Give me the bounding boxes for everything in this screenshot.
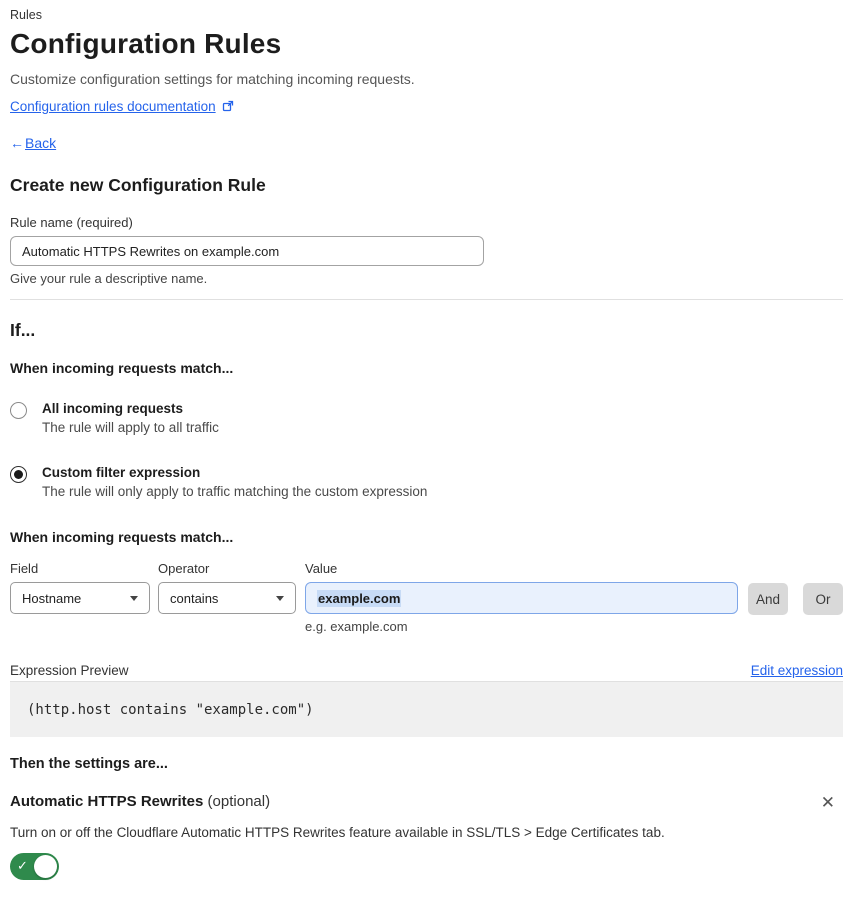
operator-select-value: contains — [170, 590, 219, 606]
or-button[interactable]: Or — [803, 583, 843, 615]
chevron-down-icon — [130, 596, 138, 601]
value-label: Value — [305, 561, 338, 576]
back-row — [10, 135, 843, 151]
close-icon[interactable]: ✕ — [815, 793, 841, 814]
value-input-text: example.com — [318, 590, 401, 606]
setting-title — [10, 793, 270, 810]
check-icon: ✓ — [17, 858, 28, 874]
expression-preview-row — [10, 663, 843, 678]
page-title: Configuration Rules — [10, 28, 282, 59]
radio-option-description: The rule will apply to all traffic — [42, 420, 219, 435]
edit-expression-link[interactable]: Edit expression — [750, 663, 843, 678]
operator-select[interactable] — [158, 582, 296, 614]
page-subtitle: Customize configuration settings for matching incoming requests. — [10, 71, 415, 87]
builder-heading: When incoming requests match... — [10, 529, 234, 545]
setting-name: Automatic HTTPS Rewrites — [10, 793, 204, 810]
toggle-knob — [34, 855, 57, 878]
create-rule-heading: Create new Configuration Rule — [10, 175, 266, 195]
setting-optional-tag: (optional) — [203, 793, 271, 810]
value-input[interactable] — [305, 582, 738, 614]
field-select[interactable] — [10, 582, 150, 614]
rule-name-label: Rule name (required) — [10, 215, 133, 230]
field-label: Field — [10, 561, 39, 576]
section-divider — [10, 299, 843, 300]
rule-name-input[interactable] — [10, 236, 484, 266]
radio-icon[interactable] — [10, 466, 27, 483]
external-link-icon — [222, 100, 234, 115]
field-select-value: Hostname — [22, 590, 82, 606]
rule-name-help: Give your rule a descriptive name. — [10, 271, 208, 286]
automatic-https-rewrites-toggle[interactable] — [10, 853, 59, 880]
back-arrow-icon: ← — [10, 135, 24, 151]
radio-option-custom-filter-expression[interactable] — [10, 465, 843, 499]
setting-card-header — [10, 793, 843, 814]
if-heading: If... — [10, 320, 36, 340]
radio-icon[interactable] — [10, 402, 27, 419]
radio-option-label: All incoming requests — [42, 401, 184, 416]
and-button[interactable]: And — [748, 583, 788, 615]
back-link[interactable]: Back — [25, 135, 57, 151]
match-heading: When incoming requests match... — [10, 360, 234, 376]
expression-text: (http.host contains "example.com") — [27, 701, 314, 718]
radio-option-label: Custom filter expression — [42, 465, 201, 480]
expression-preview-code — [10, 682, 843, 737]
configuration-rules-documentation-link[interactable]: Configuration rules documentation — [10, 99, 216, 114]
then-settings-heading: Then the settings are... — [10, 756, 168, 772]
radio-option-all-incoming-requests[interactable] — [10, 401, 843, 435]
radio-option-description: The rule will only apply to traffic matching the custom expression — [42, 484, 428, 499]
expression-builder-row — [10, 561, 843, 634]
setting-description: Turn on or off the Cloudflare Automatic HTTPS Rewrites feature available in SSL/TLS > Edge Certificates tab. — [10, 825, 665, 840]
breadcrumb: Rules — [10, 8, 42, 22]
chevron-down-icon — [276, 596, 284, 601]
expression-preview-label: Expression Preview — [10, 663, 129, 678]
value-help: e.g. example.com — [305, 619, 408, 634]
doc-link-row — [10, 99, 843, 114]
operator-label: Operator — [158, 561, 210, 576]
